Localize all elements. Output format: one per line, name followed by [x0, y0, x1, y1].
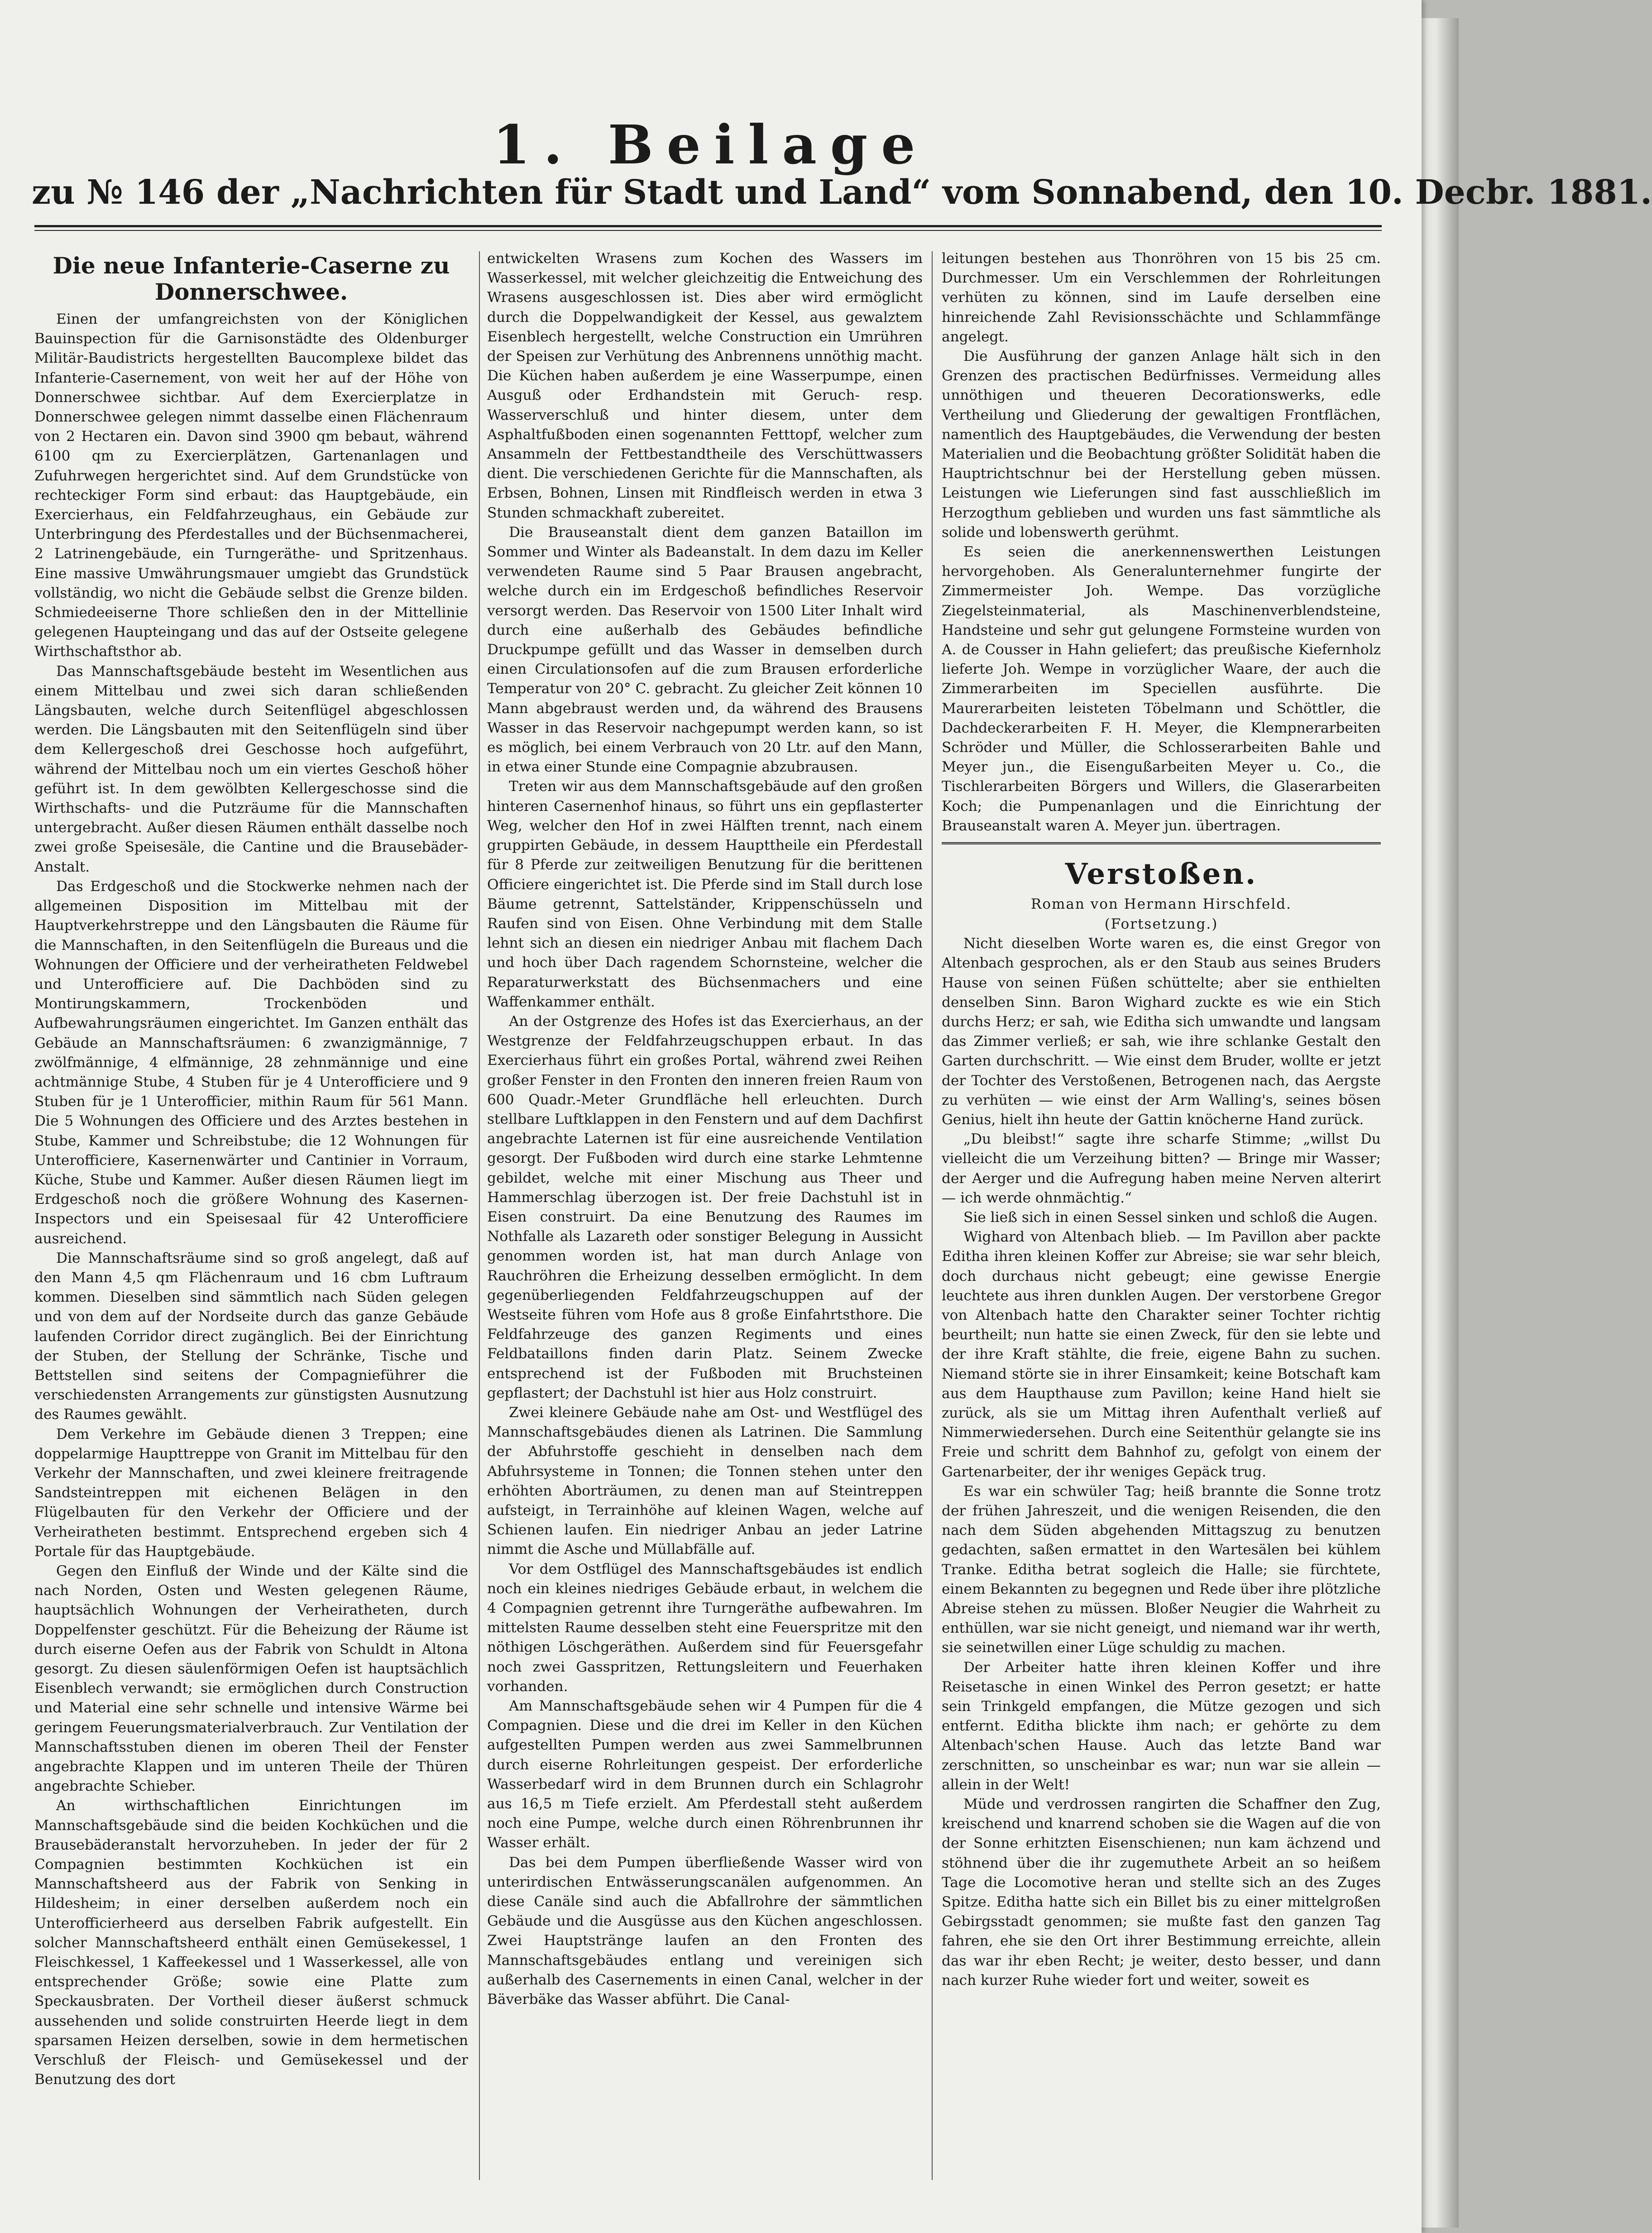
- paragraph: Am Mannschaftsgebäude sehen wir 4 Pumpen für die 4 Compagnien. Diese und die drei im Keller in den Küchen aufgestellten Pumpen werden aus zwei Sammelbrunnen durch eiserne Rohrleitungen gespeist. Der erforderliche Wasserbedarf wird in dem Brunnen durch ein Schlagrohr aus 16,5 m Tiefe erzielt. Am Pferdestall steht außerdem noch eine Pumpe, welche durch einen Röhrenbrunnen ihr Wasser erhält.: [487, 1698, 923, 1851]
- paragraph: Das bei dem Pumpen überfließende Wasser wird von unterirdischen Entwässerungscanälen aufgenommen. An diese Canäle sind auch die Abfallrohre der sämmtlichen Gebäude und die Ausgüsse aus den Küchen angeschlossen. Zwei Hauptstränge laufen an den Fronten des Mannschaftsgebäudes entlang und vereinigen sich außerhalb des Casernements in einen Canal, welcher in der Bäverbäke das Wasser abführt. Die Canal-: [487, 1854, 923, 2008]
- article-separator: [942, 842, 1381, 844]
- header-rule-thin: [34, 230, 1382, 231]
- issue-line: zu № 146 der „Nachrichten für Stadt und Land“ vom Sonnabend, den 10. Decbr. 1881.: [32, 173, 1652, 212]
- column-divider: [932, 251, 933, 2180]
- paragraph: Gegen den Einfluß der Winde und der Kälte sind die nach Norden, Osten und Westen gelegenen Räume, hauptsächlich Wohnungen der Verheiratheten, durch Doppelfenster geschützt. Für die Beheizung der Räume ist durch eiserne Oefen aus der Fabrik von Schuldt in Altona gesorgt. Zu diesen säulenförmigen Oefen ist hauptsächlich Eisenblech verwandt; sie ermöglichen durch Construction und Material eine sehr schnelle und intensive Wärme bei geringem Feuerungsmaterialverbrauch. Zur Ventilation der Mannschaftsstuben dienen im oberen Theil der Fenster angebrachte Klappen und im unteren Theile der Thüren angebrachte Schieber.: [34, 1563, 468, 1795]
- article-heading: Die neue Infanterie-Caserne zu Donnerschwee.: [53, 252, 450, 305]
- supplement-title: 1. Beilage: [493, 113, 929, 176]
- paragraph: Treten wir aus dem Mannschaftsgebäude auf den großen hinteren Casernenhof hinaus, so führt uns ein gepflasterter Weg, welcher den Hof in zwei Hälften trennt, nach einem gruppirten Gebäude, in dessem Haupttheile ein Pferdestall für 8 Pferde zur zeitweiligen Benutzung für die berittenen Officiere eingerichtet ist. Die Pferde sind im Stall durch lose Bäume getrennt, Sattelständer, Krippenschüsseln und Raufen sind von Eisen. Ohne Verbindung mit dem Stalle lehnt sich an diesen ein niedriger Anbau mit flachem Dach und hoch über Dach ragendem Schornsteine, welcher die Reparaturwerkstatt des Büchsenmachers und eine Waffenkammer enthält.: [487, 778, 923, 1010]
- paragraph: Nicht dieselben Worte waren es, die einst Gregor von Altenbach gesprochen, als er den Staub aus seines Bruders Hause von seinen Füßen schüttelte; aber sie enthielten denselben Sinn. Baron Wighard zuckte es wie ein Stich durchs Herz; er sah, wie Editha sich umwandte und langsam das Zimmer verließ; er sah, wie ihre schlanke Gestalt den Garten durchschritt. — Wie einst dem Bruder, wollte er jetzt der Tochter des Verstoßenen, Betrogenen nach, das Aergste zu verhüten — wie einst der Arm Walling's, seines bösen Genius, hielt ihn heute der Gattin knöcherne Hand zurück.: [942, 935, 1381, 1128]
- novel-continuation-note: (Fortsetzung.): [1104, 916, 1218, 933]
- paragraph: Die Mannschaftsräume sind so groß angelegt, daß auf den Mann 4,5 qm Flächenraum und 16 cbm Luftraum kommen. Dieselben sind sämmtlich nach Süden gelegen und von dem auf der Nordseite durch das ganze Gebäude laufenden Corridor direct zugänglich. Bei der Einrichtung der Stuben, der Stellung der Schränke, Tische und Bettstellen sind seitens der Compagnieführer die verschiedensten Arrangements zur günstigsten Ausnutzung des Raumes gewählt.: [34, 1250, 468, 1423]
- header-rule: [34, 225, 1382, 227]
- paragraph: Einen der umfangreichsten von der Königlichen Bauinspection für die Garnisonstädte des Oldenburger Militär-Baudistricts hergestellten Baucomplexe bildet das Infanterie-Casernement, von weit her auf der Höhe von Donnerschwee sichtbar. Auf dem Exercierplatze in Donnerschwee gelegen nimmt dasselbe einen Flächenraum von 2 Hectaren ein. Davon sind 3900 qm bebaut, während 6100 qm zu Exercierplätzen, Gartenanlagen und Zufuhrwegen hergerichtet sind. Auf dem Grundstücke von rechteckiger Form sind erbaut: das Hauptgebäude, ein Exercierhaus, ein Feldfahrzeughaus, ein Gebäude zur Unterbringung des Pferdestalles und der Büchsenmacherei, 2 Latrinengebäude, ein Turngeräthe- und Spritzenhaus. Eine massive Umwährungsmauer umgiebt das Grundstück vollständig, wo nicht die Gebäude selbst die Grenze bilden. Schmiedeeiserne Thore schließen den in der Mittellinie gelegenen Haupteingang und das auf der Ostseite gelegene Wirthschaftsthor ab.: [34, 311, 468, 660]
- column-divider: [479, 251, 480, 2180]
- paragraph: „Du bleibst!“ sagte ihre scharfe Stimme; „willst Du vielleicht die um Verzeihung bitten? — Bringe mir Wasser; der Aerger und die Aufregung haben meine Nerven alterirt — ich werde ohnmächtig.“: [942, 1131, 1381, 1206]
- paragraph: Das Erdgeschoß und die Stockwerke nehmen nach der allgemeinen Disposition im Mittelbau mit der Hauptverkehrstreppe und den Längsbauten die Räume für die Mannschaften, in den Seitenflügeln die Bureaus und die Wohnungen der Officiere und der verheiratheten Feldwebel und Unterofficiere auf. Die Dachböden sind zu Montirungskammern, Trockenböden und Aufbewahrungsräumen eingerichtet. Im Ganzen enthält das Gebäude an Mannschaftsräumen: 6 zwanzigmännige, 7 zwölfmännige, 4 elfmännige, 28 zehnmännige und eine achtmännige Stube, 4 Stuben für je 4 Unterofficiere und 9 Stuben für je 1 Unterofficier, mithin Raum für 561 Mann. Die 5 Wohnungen des Officiere und des Arztes bestehen in Stube, Kammer und Schreibstube; die 12 Wohnungen für Unterofficiere, Kasernenwärter und Cantinier in Vorraum, Küche, Stube und Kammer. Außer diesen Räumen liegt im Erdgeschoß noch die größere Wohnung des Kasernen-Inspectors und ein Speisesaal für 42 Unterofficiere ausreichend.: [34, 878, 468, 1247]
- paragraph: entwickelten Wrasens zum Kochen des Wassers im Wasserkessel, mit welcher gleichzeitig die Entweichung des Wrasens ausgeschlossen ist. Dies aber wird ermöglicht durch die Doppelwandigkeit der Kessel, aus gewalztem Eisenblech hergestellt, welche Construction ein Umrühren der Speisen zur Verhütung des Anbrennens unnöthig macht. Die Küchen haben außerdem je eine Wasserpumpe, einen Ausguß oder Erdhandstein mit Geruch- resp. Wasserverschluß und hinter diesem, unter dem Asphaltfußboden einen sogenannten Fetttopf, welcher zum Ansammeln der Fettbestandtheile des Verschüttwassers dient. Die verschiedenen Gerichte für die Mannschaften, als Erbsen, Bohnen, Linsen mit Rindfleisch werden in etwa 3 Stunden schmackhaft zubereitet.: [487, 250, 923, 521]
- column-3: [942, 249, 1381, 2182]
- paragraph: leitungen bestehen aus Thonröhren von 15 bis 25 cm. Durchmesser. Um ein Verschlemmen der Rohrleitungen verhüten zu können, sind im Laufe derselben eine hinreichende Zahl Revisionsschächte und Schlammfänge angelegt.: [942, 250, 1381, 345]
- paragraph: Es seien die anerkennenswerthen Leistungen hervorgehoben. Als Generalunternehmer fungirte der Zimmermeister Joh. Wempe. Das vorzügliche Ziegelsteinmaterial, als Maschinenverblendsteine, Handsteine und sehr gut gelungene Formsteine wurden von A. de Cousser in Hahn geliefert; das preußische Kiefernholz lieferte Joh. Wempe in vorzüglicher Waare, der auch die Zimmerarbeiten im Speciellen ausführte. Die Maurerarbeiten leisteten Töbelmann und Schöttler, die Dachdeckerarbeiten F. H. Meyer, die Klempnerarbeiten Schröder und Müller, die Schlosserarbeiten Bahle und Meyer jun., die Eisengußarbeiten Meyer u. Co., die Tischlerarbeiten Börgers und Willers, die Glaserarbeiten Koch; die Pumpenanlagen und die Einrichtung der Brauseanstalt waren A. Meyer jun. übertragen.: [942, 544, 1381, 834]
- paragraph: Die Brauseanstalt dient dem ganzen Bataillon im Sommer und Winter als Badeanstalt. In dem dazu im Keller verwendeten Raume sind 5 Paar Brausen angebracht, welche durch ein im Erdgeschoß befindliches Reservoir versorgt werden. Das Reservoir von 1500 Liter Inhalt wird durch eine außerhalb des Gebäudes befindliche Druckpumpe gefüllt und das Wasser in demselben durch einen Circulationsofen auf die zum Brausen erforderliche Temperatur von 20° C. gebracht. Zu gleicher Zeit können 10 Mann abgebraust werden und, da während des Brausens Wasser in das Reservoir nachgepumpt werden kann, so ist es möglich, bei einem Verbrauch von 20 Ltr. auf den Mann, in etwa einer Stunde eine Compagnie abzubrausen.: [487, 524, 923, 776]
- paragraph: Das Mannschaftsgebäude besteht im Wesentlichen aus einem Mittelbau und zwei sich daran schließenden Längsbauten, welche durch Seitenflügel abgeschlossen werden. Die Längsbauten mit den Seitenflügeln sind über dem Kellergeschoß drei Geschosse hoch aufgeführt, während der Mittelbau noch um ein viertes Geschoß höher geführt ist. In dem gewölbten Kellergeschosse sind die Wirthschafts- und die Putzräume für die Mannschaften untergebracht. Außer diesen Räumen enthält dasselbe noch zwei große Speisesäle, die Cantine und die Brausebäder-Anstalt.: [34, 663, 468, 875]
- paragraph: Müde und verdrossen rangirten die Schaffner den Zug, kreischend und knarrend schoben sie die Wagen auf die von der Sonne erhitzten Eisenschienen; nun kam ächzend und stöhnend über die ihr zugemuthete Arbeit an so heißem Tage die Locomotive heran und stellte sich an des Zuges Spitze. Editha hatte sich ein Billet bis zu einer mittelgroßen Gebirgsstadt genommen; sie mußte fast den ganzen Tag fahren, ehe sie den Ort ihrer Bestimmung erreichte, allein das war ihr eben Recht; je weiter, desto besser, und dann nach kurzer Ruhe wieder fort und weiter, soweit es: [942, 1796, 1381, 1989]
- paragraph: Vor dem Ostflügel des Mannschaftsgebäudes ist endlich noch ein kleines niedriges Gebäude erbaut, in welchem die 4 Compagnien getrennt ihre Turngeräthe aufbewahren. Im mittelsten Raume desselben steht eine Feuerspritze mit den nöthigen Löschgeräthen. Außerdem sind für Feuersgefahr noch zwei Gasspritzen, Rettungsleitern und Feuerhaken vorhanden.: [487, 1561, 923, 1695]
- paragraph: An der Ostgrenze des Hofes ist das Exercierhaus, an der Westgrenze der Feldfahrzeugschuppen erbaut. In das Exercierhaus führt ein großes Portal, während zwei Reihen großer Fenster in den Fronten den inneren freien Raum von 600 Quadr.-Meter Grundfläche hell erleuchten. Durch stellbare Luftklappen in den Fenstern und auf dem Dachfirst angebrachte Laternen ist für eine ausreichende Ventilation gesorgt. Der Fußboden wird durch eine starke Lehmtenne gebildet, welche mit einer Mischung aus Theer und Hammerschlag überzogen ist. Der freie Dachstuhl ist in Eisen construirt. Da eine Benutzung des Raumes im Nothfalle als Lazareth oder sonstiger Belegung in Aussicht genommen worden ist, hat man durch Anlage von Rauchröhren die Erheizung desselben ermöglicht. In dem gegenüberliegenden Feldfahrzeugschuppen auf der Westseite führen vom Hofe aus 8 große Einfahrtsthore. Die Feldfahrzeuge des ganzen Regiments und eines Feldbataillons finden darin Platz. Seinem Zwecke entsprechend ist der Fußboden mit Bruchsteinen gepflastert; der Dachstuhl ist hier aus Holz construirt.: [487, 1013, 923, 1401]
- paragraph: Es war ein schwüler Tag; heiß brannte die Sonne trotz der frühen Jahreszeit, und die wenigen Reisenden, die den nach dem Süden abgehenden Mittagszug zu benutzen gedachten, saßen ermattet in den Wartesälen bei kühlem Tranke. Editha betrat sogleich die Halle; sie fürchtete, einem Bekannten zu begegnen und Rede über ihre plötzliche Abreise stehen zu müssen. Bloßer Neugier die Wahrheit zu enthüllen, war sie nicht geneigt, und niemand war ihr werth, sie seinetwillen einer Lüge schuldig zu machen.: [942, 1483, 1381, 1656]
- novel-byline: Roman von Hermann Hirschfeld.: [1031, 896, 1292, 913]
- paragraph: An wirthschaftlichen Einrichtungen im Mannschaftsgebäude sind die beiden Kochküchen und die Brausebäderanstalt hervorzuheben. In jeder der für 2 Compagnien bestimmten Kochküchen ist ein Mannschaftsheerd aus der Fabrik von Senking in Hildesheim; in einer derselben außerdem noch ein Unterofficierheerd aus derselben Fabrik aufgestellt. Ein solcher Mannschaftsheerd enthält einen Gemüsekessel, 1 Fleischkessel, 1 Kaffeekessel und 1 Wasserkessel, alle von entsprechender Größe; sowie eine Platte zum Speckausbraten. Der Vortheil dieser äußerst schmuck aussehenden und solide construirten Heerde liegt in dem sparsamen Heizen derselben, sowie in dem hermetischen Verschluß der Fleisch- und Gemüsekessel und der Benutzung des dort: [34, 1797, 468, 2088]
- column-1: [34, 249, 468, 2182]
- article-body-col1: [34, 310, 468, 2089]
- paragraph: Dem Verkehre im Gebäude dienen 3 Treppen; eine doppelarmige Haupttreppe von Granit im Mittelbau für den Verkehr der Mannschaften, und zwei kleinere freitragende Sandsteintreppen mit eichenen Belägen in den Flügelbauten für den Verkehr der Officiere und der Verheiratheten bestimmt. Entsprechend ergeben sich 4 Portale für das Hauptgebäude.: [34, 1426, 468, 1560]
- paragraph: Sie ließ sich in einen Sessel sinken und schloß die Augen.: [963, 1209, 1378, 1226]
- paragraph: Der Arbeiter hatte ihren kleinen Koffer und ihre Reisetasche in einen Winkel des Perron gesetzt; er hatte sein Trinkgeld empfangen, die Mütze gezogen und sich entfernt. Editha blickte ihm nach; er gehörte zu dem Altenbach'schen Hause. Auch das letzte Band war zerschnitten, so unscheinbar es war; nun war sie allein — allein in der Welt!: [942, 1659, 1381, 1793]
- paragraph: Zwei kleinere Gebäude nahe am Ost- und Westflügel des Mannschaftsgebäudes dienen als Latrinen. Die Sammlung der Abfuhrstoffe geschieht in denselben nach dem Abfuhrsysteme in Tonnen; die Tonnen stehen unter den erhöhten Aborträumen, zu denen man auf Steintreppen aufsteigt, in Terrainhöhe auf kleinen Wagen, welche auf Schienen laufen. Ein niedriger Anbau an jeder Latrine nimmt die Asche und Müllabfälle auf.: [487, 1404, 923, 1558]
- column-2: [487, 249, 923, 2182]
- paragraph: Wighard von Altenbach blieb. — Im Pavillon aber packte Editha ihren kleinen Koffer zur Abreise; sie war sehr bleich, doch durchaus nicht gebeugt; eine gewisse Energie leuchtete aus ihren dunklen Augen. Der verstorbene Gregor von Altenbach hatte den Charakter seiner Tochter richtig beurtheilt; nun hatte sie einen Zweck, für den sie lebte und der ihre Kraft stählte, die freie, eigene Bahn zu suchen. Niemand störte sie in ihrer Einsamkeit; keine Botschaft kam aus dem Haupthause zum Pavillon; keine Hand hielt sie zurück, als sie um Mittag ihren Aufenthalt verließ auf Nimmerwiedersehen. Durch eine Seitenthür gelangte sie ins Freie und schritt dem Bahnhof zu, gefolgt von einem der Gartenarbeiter, der ihr weniges Gepäck trug.: [942, 1229, 1381, 1480]
- paragraph: Die Ausführung der ganzen Anlage hält sich in den Grenzen des practischen Bedürfnisses. Vermeidung alles unnöthigen und theueren Decorationswerks, edle Vertheilung und Gliederung der gewaltigen Frontflächen, namentlich des Hauptgebäudes, die Verwendung der besten Materialien und die Beobachtung größter Solidität haben die Hauptrichtschnur bei der Herstellung geben müssen. Leistungen wie Lieferungen sind fast ausschließlich im Herzogthum geblieben und wurden uns fast sämmtliche als solide und lobenswerth gerühmt.: [942, 348, 1381, 541]
- novel-heading: Verstoßen.: [1065, 857, 1258, 891]
